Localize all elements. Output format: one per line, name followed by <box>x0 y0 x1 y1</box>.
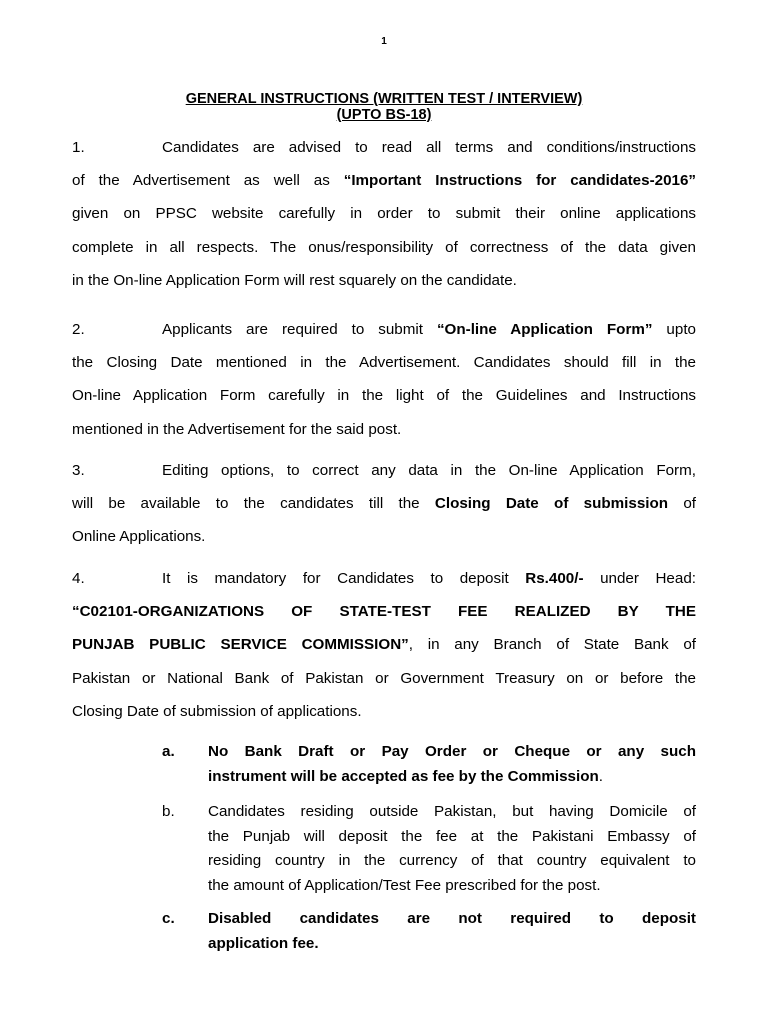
paragraph-line <box>72 487 696 520</box>
sub-item-punctuation: . <box>598 767 603 785</box>
instruction-paragraph-4 <box>72 562 696 728</box>
sub-item-line: Candidates residing outside Pakistan, but having Domicile of <box>208 803 696 820</box>
sub-item-letter: c. <box>162 910 175 927</box>
paragraph-line: Online Applications. <box>72 528 206 546</box>
paragraph-line <box>72 454 696 487</box>
paragraph-text: of <box>668 495 696 513</box>
paragraph-line: the Closing Date mentioned in the Advertisement. Candidates should fill in the <box>72 354 696 372</box>
sub-item-line <box>208 765 696 790</box>
paragraph-line: in the On-line Application Form will rest squarely on the candidate. <box>72 271 517 289</box>
paragraph-line <box>72 164 696 197</box>
sub-item-line: No Bank Draft or Pay Order or Cheque or any such <box>208 743 696 760</box>
paragraph-number: 2. <box>72 321 85 338</box>
paragraph-number: 1. <box>72 139 85 156</box>
document-title: GENERAL INSTRUCTIONS (WRITTEN TEST / INTERVIEW) <box>185 91 583 107</box>
instruction-paragraph-2 <box>72 313 696 446</box>
sub-item-text: instrument will be accepted as fee by the Commission <box>208 767 599 785</box>
paragraph-line <box>72 313 696 346</box>
document-subtitle: (UPTO BS-18) <box>336 107 432 123</box>
account-head-name: “C02101-ORGANIZATIONS OF STATE-TEST FEE REALIZED BY THE <box>72 603 696 621</box>
paragraph-number: 4. <box>72 570 85 587</box>
paragraph-line: given on PPSC website carefully in order to submit their online applications <box>72 205 696 223</box>
sub-item-line: the Punjab will deposit the fee at the Pakistani Embassy of <box>208 827 696 845</box>
paragraph-text: Applicants are required to submit <box>162 321 437 338</box>
sub-item-line: Disabled candidates are not required to deposit <box>208 910 696 927</box>
instruction-paragraph-1 <box>72 131 696 297</box>
paragraph-text: It is mandatory for Candidates to deposit <box>162 570 526 587</box>
closing-date-reference: Closing Date of submission <box>434 495 669 513</box>
paragraph-line <box>72 562 696 595</box>
paragraph-line <box>72 131 696 164</box>
sub-item-a <box>162 740 696 790</box>
sub-item-b <box>162 800 696 900</box>
paragraph-line: mentioned in the Advertisement for the said post. <box>72 420 402 438</box>
fee-amount: Rs.400/- <box>525 570 584 587</box>
paragraph-text: of the Advertisement as well as <box>72 172 344 190</box>
paragraph-line: Pakistan or National Bank of Pakistan or Government Treasury on or before the <box>72 669 696 687</box>
paragraph-text: upto <box>652 321 696 338</box>
paragraph-text: Editing options, to correct any data in the On-line Application Form, <box>162 462 696 479</box>
paragraph-text: , in any Branch of State Bank of <box>408 636 696 654</box>
paragraph-line <box>72 628 696 661</box>
page-number: 1 <box>381 36 387 47</box>
paragraph-text: will be available to the candidates till the <box>72 495 435 513</box>
sub-item-c <box>162 907 696 957</box>
sub-item-line: application fee. <box>208 934 319 952</box>
paragraph-text: Candidates are advised to read all terms and conditions/instructions <box>162 139 696 156</box>
paragraph-line: complete in all respects. The onus/responsibility of correctness of the data given <box>72 238 696 256</box>
paragraph-text: under Head: <box>583 570 696 587</box>
instruction-paragraph-3 <box>72 454 696 554</box>
sub-item-letter: b. <box>162 803 175 820</box>
paragraph-line: Closing Date of submission of applications. <box>72 702 362 720</box>
sub-item-line: the amount of Application/Test Fee prescribed for the post. <box>208 876 601 894</box>
paragraph-line: On-line Application Form carefully in the light of the Guidelines and Instructions <box>72 387 696 405</box>
important-instructions-reference: “Important Instructions for candidates-2016” <box>343 172 697 190</box>
sub-item-line: residing country in the currency of that country equivalent to <box>208 852 696 869</box>
sub-item-letter: a. <box>162 743 175 760</box>
paragraph-number: 3. <box>72 462 85 479</box>
online-application-form-reference: “On-line Application Form” <box>436 321 653 338</box>
account-head-name-cont: PUNJAB PUBLIC SERVICE COMMISSION” <box>72 636 409 654</box>
